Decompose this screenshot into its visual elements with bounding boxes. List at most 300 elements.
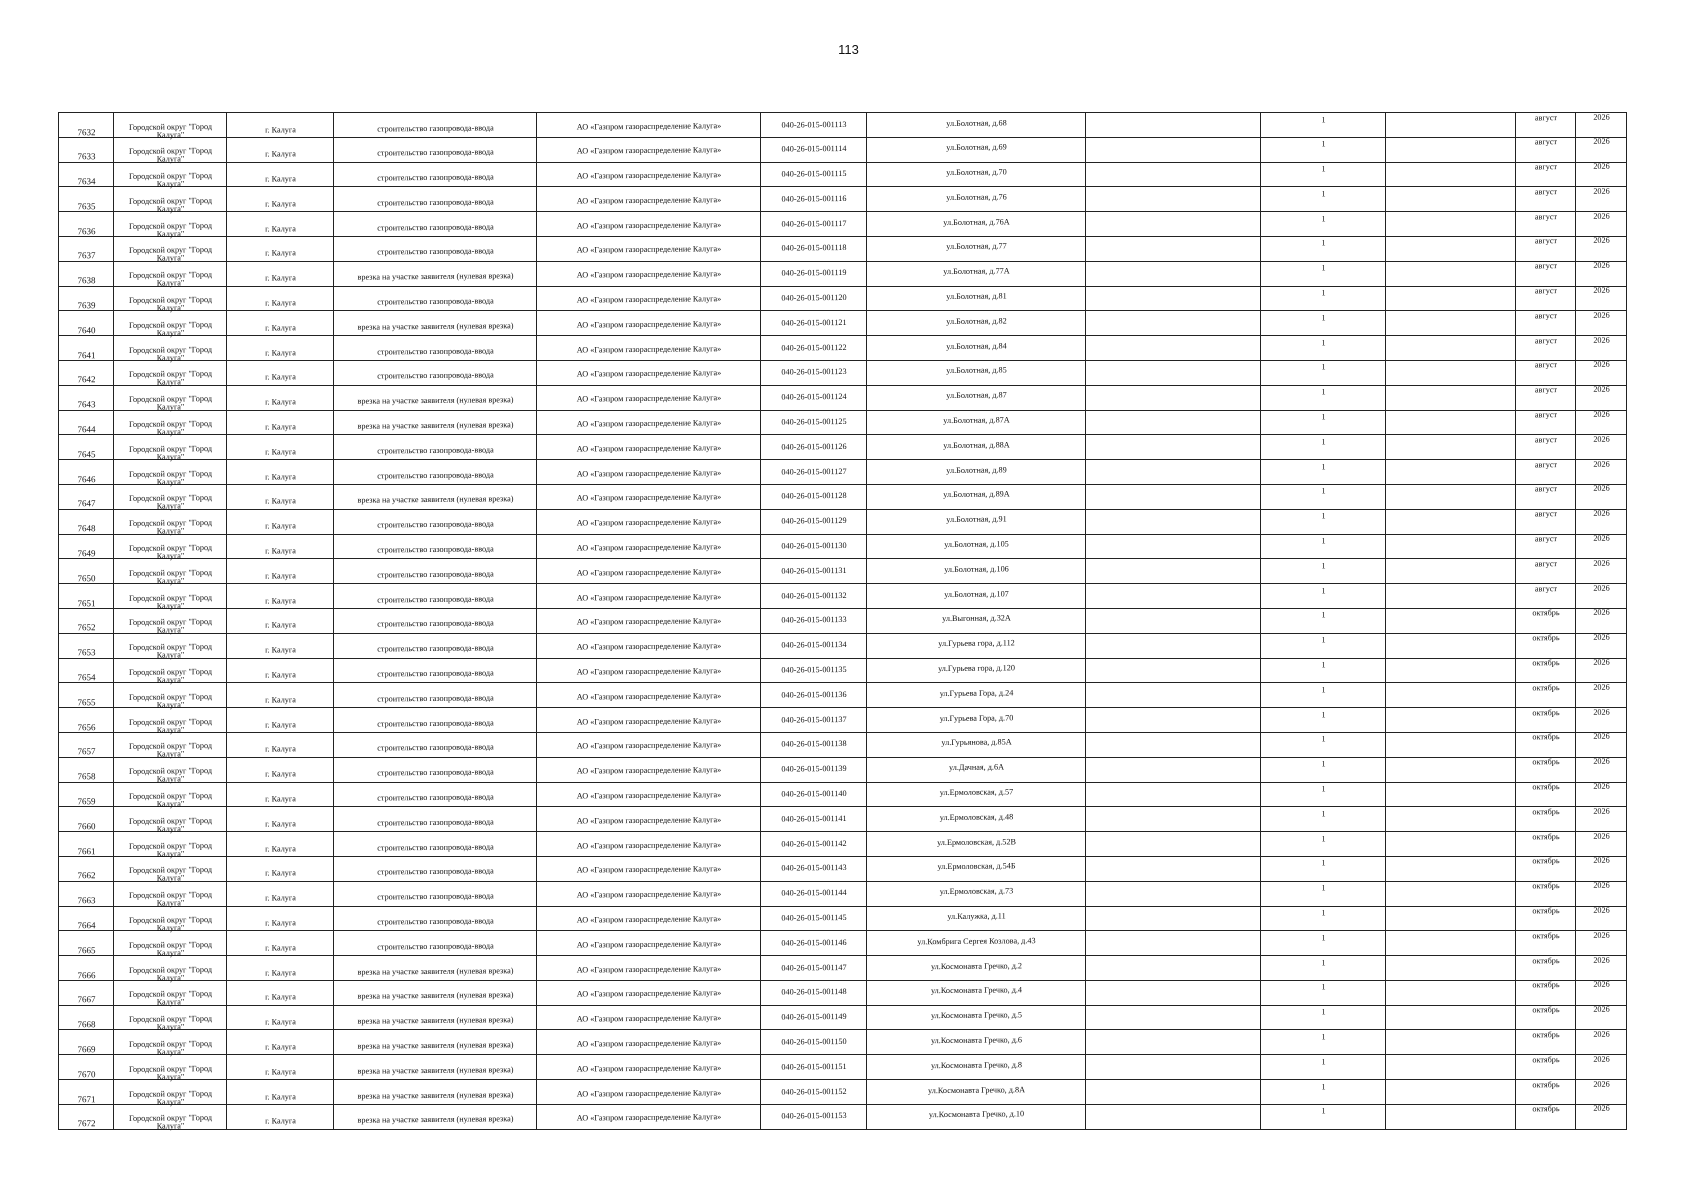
municipality-cell: Городской округ "Город Калуга": [114, 193, 227, 219]
address-cell: ул.Болотная, д.77: [867, 234, 1086, 261]
row-number: 7651: [59, 591, 114, 616]
quantity-cell: 1: [1261, 107, 1386, 133]
municipality-cell: Городской округ "Город Калуга": [114, 366, 227, 392]
empty-cell: [1086, 406, 1261, 432]
city-cell: г. Калуга: [227, 836, 334, 862]
year-cell: 2026: [1576, 1072, 1627, 1097]
month-cell: август: [1516, 428, 1576, 453]
work-type-cell: строительство газопровода-ввода: [334, 339, 537, 366]
empty-cell: [1086, 679, 1261, 705]
object-code-cell: 040-26-015-001153: [761, 1104, 867, 1130]
work-type-cell: врезка на участке заявителя (нулевая врезка): [334, 314, 537, 341]
month-cell: октябрь: [1516, 1097, 1576, 1122]
organization-cell: АО «Газпром газораспределение Калуга»: [537, 832, 761, 859]
work-type-cell: строительство газопровода-ввода: [334, 859, 537, 886]
month-cell: октябрь: [1516, 601, 1576, 626]
quantity-cell: 1: [1261, 975, 1386, 1001]
municipality-cell: Городской округ "Город Калуга": [114, 540, 227, 566]
empty-cell: [1386, 676, 1516, 702]
object-code-cell: 040-26-015-001119: [761, 261, 867, 287]
municipality-cell: Городской округ "Город Калуга": [114, 242, 227, 268]
row-number: 7640: [59, 318, 114, 343]
year-cell: 2026: [1576, 477, 1627, 502]
empty-cell: [1386, 999, 1516, 1025]
row-number: 7655: [59, 690, 114, 715]
municipality-cell: Городской округ "Город Калуга": [114, 218, 227, 244]
row-number: 7660: [59, 814, 114, 839]
row-number: 7661: [59, 839, 114, 864]
year-cell: 2026: [1576, 998, 1627, 1023]
empty-cell: [1386, 850, 1516, 876]
month-cell: октябрь: [1516, 626, 1576, 651]
address-cell: ул.Космонавта Гречко, д.2: [867, 953, 1086, 980]
address-cell: ул.Болотная, д.77А: [867, 259, 1086, 286]
municipality-cell: Городской округ "Город Калуга": [114, 292, 227, 318]
row-number: 7633: [59, 144, 114, 169]
object-code-cell: 040-26-015-001149: [761, 1005, 867, 1031]
empty-cell: [1086, 927, 1261, 953]
row-number: 7666: [59, 963, 114, 988]
work-type-cell: строительство газопровода-ввода: [334, 810, 537, 837]
organization-cell: АО «Газпром газораспределение Калуга»: [537, 1056, 761, 1083]
month-cell: август: [1516, 403, 1576, 428]
month-cell: октябрь: [1516, 800, 1576, 825]
quantity-cell: 1: [1261, 182, 1386, 208]
object-code-cell: 040-26-015-001122: [761, 335, 867, 361]
row-number: 7663: [59, 888, 114, 913]
row-number: 7639: [59, 293, 114, 318]
address-cell: ул.Болотная, д.107: [867, 581, 1086, 608]
empty-cell: [1386, 800, 1516, 826]
row-number: 7637: [59, 243, 114, 268]
row-number: 7635: [59, 194, 114, 219]
work-type-cell: строительство газопровода-ввода: [334, 537, 537, 564]
address-cell: ул.Гурьева гора, д.120: [867, 656, 1086, 683]
month-cell: октябрь: [1516, 1023, 1576, 1048]
address-cell: ул.Болотная, д.82: [867, 309, 1086, 336]
empty-cell: [1086, 133, 1261, 159]
object-code-cell: 040-26-015-001134: [761, 633, 867, 659]
work-type-cell: строительство газопровода-ввода: [334, 512, 537, 539]
empty-cell: [1086, 1100, 1261, 1126]
object-code-cell: 040-26-015-001120: [761, 286, 867, 312]
organization-cell: АО «Газпром газораспределение Калуга»: [537, 262, 761, 289]
address-cell: ул.Болотная, д.105: [867, 532, 1086, 559]
empty-cell: [1386, 106, 1516, 132]
empty-cell: [1086, 976, 1261, 1002]
address-cell: ул.Ермоловская, д.52В: [867, 829, 1086, 856]
organization-cell: АО «Газпром газораспределение Калуга»: [537, 733, 761, 760]
object-code-cell: 040-26-015-001140: [761, 782, 867, 808]
empty-cell: [1086, 654, 1261, 680]
empty-cell: [1086, 753, 1261, 779]
organization-cell: АО «Газпром газораспределение Калуга»: [537, 411, 761, 438]
month-cell: октябрь: [1516, 676, 1576, 701]
quantity-cell: 1: [1261, 926, 1386, 952]
municipality-cell: Городской округ "Город Калуга": [114, 416, 227, 442]
row-number: 7636: [59, 219, 114, 244]
organization-cell: АО «Газпром газораспределение Калуга»: [537, 783, 761, 810]
month-cell: октябрь: [1516, 899, 1576, 924]
month-cell: август: [1516, 453, 1576, 478]
work-type-cell: строительство газопровода-ввода: [334, 165, 537, 192]
municipality-cell: Городской округ "Город Калуга": [114, 490, 227, 516]
city-cell: г. Калуга: [227, 167, 334, 193]
object-code-cell: 040-26-015-001139: [761, 757, 867, 783]
object-code-cell: 040-26-015-001116: [761, 187, 867, 213]
object-code-cell: 040-26-015-001143: [761, 856, 867, 882]
address-cell: ул.Комбрига Сергея Козлова, д.43: [867, 928, 1086, 955]
work-type-cell: врезка на участке заявителя (нулевая врезка): [334, 264, 537, 291]
organization-cell: АО «Газпром газораспределение Калуга»: [537, 708, 761, 735]
empty-cell: [1086, 232, 1261, 258]
organization-cell: АО «Газпром газораспределение Калуга»: [537, 956, 761, 983]
row-number: 7634: [59, 169, 114, 194]
empty-cell: [1086, 505, 1261, 531]
address-cell: ул.Космонавта Гречко, д.10: [867, 1102, 1086, 1129]
row-number: 7658: [59, 764, 114, 789]
work-type-cell: строительство газопровода-ввода: [334, 115, 537, 142]
empty-cell: [1086, 1051, 1261, 1077]
year-cell: 2026: [1576, 923, 1627, 948]
organization-cell: АО «Газпром газораспределение Калуга»: [537, 163, 761, 190]
city-cell: г. Калуга: [227, 613, 334, 639]
month-cell: октябрь: [1516, 874, 1576, 899]
quantity-cell: 1: [1261, 430, 1386, 456]
city-cell: г. Калуга: [227, 291, 334, 317]
empty-cell: [1086, 480, 1261, 506]
organization-cell: АО «Газпром газораспределение Калуга»: [537, 609, 761, 636]
empty-cell: [1086, 456, 1261, 482]
municipality-cell: Городской округ "Город Калуга": [114, 391, 227, 417]
row-number: 7644: [59, 417, 114, 442]
work-type-cell: врезка на участке заявителя (нулевая врезка): [334, 1058, 537, 1085]
empty-cell: [1386, 379, 1516, 405]
empty-cell: [1086, 1026, 1261, 1052]
organization-cell: АО «Газпром газораспределение Калуга»: [537, 188, 761, 215]
month-cell: октябрь: [1516, 924, 1576, 949]
empty-cell: [1386, 577, 1516, 603]
year-cell: 2026: [1576, 179, 1627, 204]
city-cell: г. Калуга: [227, 762, 334, 788]
quantity-cell: 1: [1261, 678, 1386, 704]
empty-cell: [1386, 1048, 1516, 1074]
address-cell: ул.Космонавта Гречко, д.5: [867, 1003, 1086, 1030]
city-cell: г. Калуга: [227, 737, 334, 763]
empty-cell: [1086, 1001, 1261, 1027]
quantity-cell: 1: [1261, 876, 1386, 902]
month-cell: октябрь: [1516, 998, 1576, 1023]
work-type-cell: строительство газопровода-ввода: [334, 463, 537, 490]
month-cell: октябрь: [1516, 973, 1576, 998]
municipality-cell: Городской округ "Город Калуга": [114, 664, 227, 690]
month-cell: август: [1516, 229, 1576, 254]
year-cell: 2026: [1576, 824, 1627, 849]
city-cell: г. Калуга: [227, 911, 334, 937]
month-cell: август: [1516, 105, 1576, 130]
month-cell: август: [1516, 279, 1576, 304]
municipality-cell: Городской округ "Город Калуга": [114, 1011, 227, 1037]
month-cell: август: [1516, 477, 1576, 502]
year-cell: 2026: [1576, 105, 1627, 130]
city-cell: г. Калуга: [227, 812, 334, 838]
address-cell: ул.Болотная, д.89: [867, 457, 1086, 484]
row-number: 7665: [59, 938, 114, 963]
municipality-cell: Городской округ "Город Калуга": [114, 1085, 227, 1111]
quantity-cell: 1: [1261, 578, 1386, 604]
municipality-cell: Городской округ "Город Калуга": [114, 962, 227, 988]
organization-cell: АО «Газпром газораспределение Калуга»: [537, 634, 761, 661]
row-number: 7653: [59, 640, 114, 665]
year-cell: 2026: [1576, 551, 1627, 576]
municipality-cell: Городской округ "Город Калуга": [114, 862, 227, 888]
city-cell: г. Калуга: [227, 936, 334, 962]
organization-cell: АО «Газпром газораспределение Калуга»: [537, 1080, 761, 1107]
empty-cell: [1086, 530, 1261, 556]
year-cell: 2026: [1576, 774, 1627, 799]
object-code-cell: 040-26-015-001136: [761, 683, 867, 709]
work-type-cell: строительство газопровода-ввода: [334, 661, 537, 688]
work-type-cell: строительство газопровода-ввода: [334, 239, 537, 266]
city-cell: г. Калуга: [227, 886, 334, 912]
year-cell: 2026: [1576, 303, 1627, 328]
quantity-cell: 1: [1261, 802, 1386, 828]
empty-cell: [1386, 230, 1516, 256]
municipality-cell: Городской округ "Город Калуга": [114, 168, 227, 194]
object-code-cell: 040-26-015-001146: [761, 931, 867, 957]
month-cell: октябрь: [1516, 849, 1576, 874]
object-code-cell: 040-26-015-001132: [761, 583, 867, 609]
address-cell: ул.Болотная, д.69: [867, 135, 1086, 162]
month-cell: август: [1516, 130, 1576, 155]
quantity-cell: 1: [1261, 529, 1386, 555]
city-cell: г. Калуга: [227, 440, 334, 466]
city-cell: г. Калуга: [227, 539, 334, 565]
page-number: 113: [838, 42, 859, 57]
object-code-cell: 040-26-015-001151: [761, 1055, 867, 1081]
city-cell: г. Калуга: [227, 688, 334, 714]
empty-cell: [1386, 478, 1516, 504]
object-code-cell: 040-26-015-001133: [761, 608, 867, 634]
year-cell: 2026: [1576, 254, 1627, 279]
organization-cell: АО «Газпром газораспределение Калуга»: [537, 386, 761, 413]
address-cell: ул.Ермоловская, д.73: [867, 879, 1086, 906]
quantity-cell: 1: [1261, 603, 1386, 629]
month-cell: август: [1516, 577, 1576, 602]
city-cell: г. Калуга: [227, 663, 334, 689]
object-code-cell: 040-26-015-001135: [761, 658, 867, 684]
municipality-cell: Городской округ "Город Калуга": [114, 614, 227, 640]
empty-cell: [1386, 602, 1516, 628]
organization-cell: АО «Газпром газораспределение Калуга»: [537, 1006, 761, 1033]
organization-cell: АО «Газпром газораспределение Калуга»: [537, 882, 761, 909]
quantity-cell: 1: [1261, 628, 1386, 654]
empty-cell: [1386, 825, 1516, 851]
object-code-cell: 040-26-015-001126: [761, 435, 867, 461]
year-cell: 2026: [1576, 130, 1627, 155]
address-cell: ул.Гурьева Гора, д.70: [867, 705, 1086, 732]
work-type-cell: врезка на участке заявителя (нулевая врезка): [334, 959, 537, 986]
object-code-cell: 040-26-015-001148: [761, 980, 867, 1006]
empty-cell: [1086, 728, 1261, 754]
quantity-cell: 1: [1261, 330, 1386, 356]
municipality-cell: Городской округ "Город Калуга": [114, 590, 227, 616]
object-code-cell: 040-26-015-001138: [761, 732, 867, 758]
year-cell: 2026: [1576, 601, 1627, 626]
organization-cell: АО «Газпром газораспределение Калуга»: [537, 535, 761, 562]
row-number: 7656: [59, 715, 114, 740]
quantity-cell: 1: [1261, 1000, 1386, 1026]
organization-cell: АО «Газпром газораспределение Калуга»: [537, 684, 761, 711]
quantity-cell: 1: [1261, 132, 1386, 158]
city-cell: г. Калуга: [227, 142, 334, 168]
organization-cell: АО «Газпром газораспределение Калуга»: [537, 336, 761, 363]
row-number: 7645: [59, 442, 114, 467]
empty-cell: [1086, 604, 1261, 630]
quantity-cell: 1: [1261, 752, 1386, 778]
address-cell: ул.Болотная, д.89А: [867, 482, 1086, 509]
address-cell: ул.Болотная, д.91: [867, 507, 1086, 534]
empty-cell: [1386, 180, 1516, 206]
row-number: 7659: [59, 789, 114, 814]
table-body: [59, 113, 1627, 1130]
empty-cell: [1086, 356, 1261, 382]
city-cell: г. Калуга: [227, 465, 334, 491]
empty-cell: [1386, 404, 1516, 430]
municipality-cell: Городской округ "Город Калуга": [114, 317, 227, 343]
month-cell: август: [1516, 329, 1576, 354]
quantity-cell: 1: [1261, 281, 1386, 307]
municipality-cell: Городской округ "Город Калуга": [114, 143, 227, 169]
work-type-cell: врезка на участке заявителя (нулевая врезка): [334, 413, 537, 440]
work-type-cell: врезка на участке заявителя (нулевая врезка): [334, 388, 537, 415]
municipality-cell: Городской округ "Город Калуга": [114, 937, 227, 963]
row-number: 7654: [59, 665, 114, 690]
quantity-cell: 1: [1261, 157, 1386, 183]
organization-cell: АО «Газпром газораспределение Калуга»: [537, 981, 761, 1008]
address-cell: ул.Гурьева Гора, д.24: [867, 680, 1086, 707]
quantity-cell: 1: [1261, 851, 1386, 877]
object-code-cell: 040-26-015-001137: [761, 707, 867, 733]
city-cell: г. Калуга: [227, 489, 334, 515]
address-cell: ул.Космонавта Гречко, д.4: [867, 978, 1086, 1005]
city-cell: г. Калуга: [227, 638, 334, 664]
quantity-cell: 1: [1261, 1074, 1386, 1100]
row-number: 7669: [59, 1037, 114, 1062]
year-cell: 2026: [1576, 403, 1627, 428]
empty-cell: [1386, 751, 1516, 777]
city-cell: г. Калуга: [227, 217, 334, 243]
work-type-cell: строительство газопровода-ввода: [334, 884, 537, 911]
municipality-cell: Городской округ "Город Калуга": [114, 912, 227, 938]
year-cell: 2026: [1576, 750, 1627, 775]
municipality-cell: Городской округ "Город Калуга": [114, 838, 227, 864]
object-code-cell: 040-26-015-001128: [761, 484, 867, 510]
address-cell: ул.Болотная, д.85: [867, 358, 1086, 385]
city-cell: г. Калуга: [227, 365, 334, 391]
municipality-cell: Городской округ "Город Калуга": [114, 813, 227, 839]
city-cell: г. Калуга: [227, 564, 334, 590]
work-type-cell: врезка на участке заявителя (нулевая врезка): [334, 487, 537, 514]
empty-cell: [1086, 778, 1261, 804]
year-cell: 2026: [1576, 452, 1627, 477]
empty-cell: [1386, 900, 1516, 926]
object-code-cell: 040-26-015-001115: [761, 162, 867, 188]
quantity-cell: 1: [1261, 901, 1386, 927]
organization-cell: АО «Газпром газораспределение Калуга»: [537, 436, 761, 463]
object-code-cell: 040-26-015-001124: [761, 385, 867, 411]
address-cell: ул.Болотная, д.88А: [867, 433, 1086, 460]
empty-cell: [1086, 704, 1261, 730]
empty-cell: [1386, 627, 1516, 653]
city-cell: г. Калуга: [227, 316, 334, 342]
address-cell: ул.Калужка, д.11: [867, 904, 1086, 931]
row-number: 7652: [59, 615, 114, 640]
empty-cell: [1386, 428, 1516, 454]
empty-cell: [1386, 924, 1516, 950]
row-number: 7662: [59, 863, 114, 888]
quantity-cell: 1: [1261, 306, 1386, 332]
city-cell: г. Калуга: [227, 1035, 334, 1061]
empty-cell: [1386, 726, 1516, 752]
work-type-cell: строительство газопровода-ввода: [334, 190, 537, 217]
work-type-cell: врезка на участке заявителя (нулевая врезка): [334, 1033, 537, 1060]
city-cell: г. Калуга: [227, 341, 334, 367]
quantity-cell: 1: [1261, 1050, 1386, 1076]
empty-cell: [1086, 629, 1261, 655]
row-number: 7647: [59, 491, 114, 516]
empty-cell: [1086, 307, 1261, 333]
work-type-cell: строительство газопровода-ввода: [334, 711, 537, 738]
address-cell: ул.Болотная, д.106: [867, 557, 1086, 584]
year-cell: 2026: [1576, 725, 1627, 750]
year-cell: 2026: [1576, 874, 1627, 899]
organization-cell: АО «Газпром газораспределение Калуга»: [537, 287, 761, 314]
empty-cell: [1086, 828, 1261, 854]
organization-cell: АО «Газпром газораспределение Калуга»: [537, 460, 761, 487]
year-cell: 2026: [1576, 1097, 1627, 1122]
city-cell: г. Калуга: [227, 192, 334, 218]
work-type-cell: врезка на участке заявителя (нулевая врезка): [334, 1107, 537, 1134]
address-cell: ул.Болотная, д.76А: [867, 209, 1086, 236]
empty-cell: [1086, 208, 1261, 234]
row-number: 7672: [59, 1111, 114, 1136]
city-cell: г. Калуга: [227, 1060, 334, 1086]
address-cell: ул.Болотная, д.81: [867, 284, 1086, 311]
municipality-cell: Городской округ "Город Калуга": [114, 763, 227, 789]
empty-cell: [1386, 875, 1516, 901]
quantity-cell: 1: [1261, 1099, 1386, 1125]
municipality-cell: Городской округ "Город Калуга": [114, 1110, 227, 1136]
organization-cell: АО «Газпром газораспределение Калуга»: [537, 312, 761, 339]
object-code-cell: 040-26-015-001117: [761, 211, 867, 237]
empty-cell: [1086, 257, 1261, 283]
municipality-cell: Городской округ "Город Калуга": [114, 788, 227, 814]
quantity-cell: 1: [1261, 454, 1386, 480]
empty-cell: [1386, 552, 1516, 578]
object-code-cell: 040-26-015-001125: [761, 410, 867, 436]
empty-cell: [1386, 652, 1516, 678]
object-code-cell: 040-26-015-001152: [761, 1079, 867, 1105]
quantity-cell: 1: [1261, 702, 1386, 728]
year-cell: 2026: [1576, 1047, 1627, 1072]
organization-cell: АО «Газпром газораспределение Калуга»: [537, 237, 761, 264]
municipality-cell: Городской округ "Город Калуга": [114, 714, 227, 740]
city-cell: г. Калуга: [227, 1010, 334, 1036]
quantity-cell: 1: [1261, 231, 1386, 257]
month-cell: октябрь: [1516, 725, 1576, 750]
row-number: 7664: [59, 913, 114, 938]
